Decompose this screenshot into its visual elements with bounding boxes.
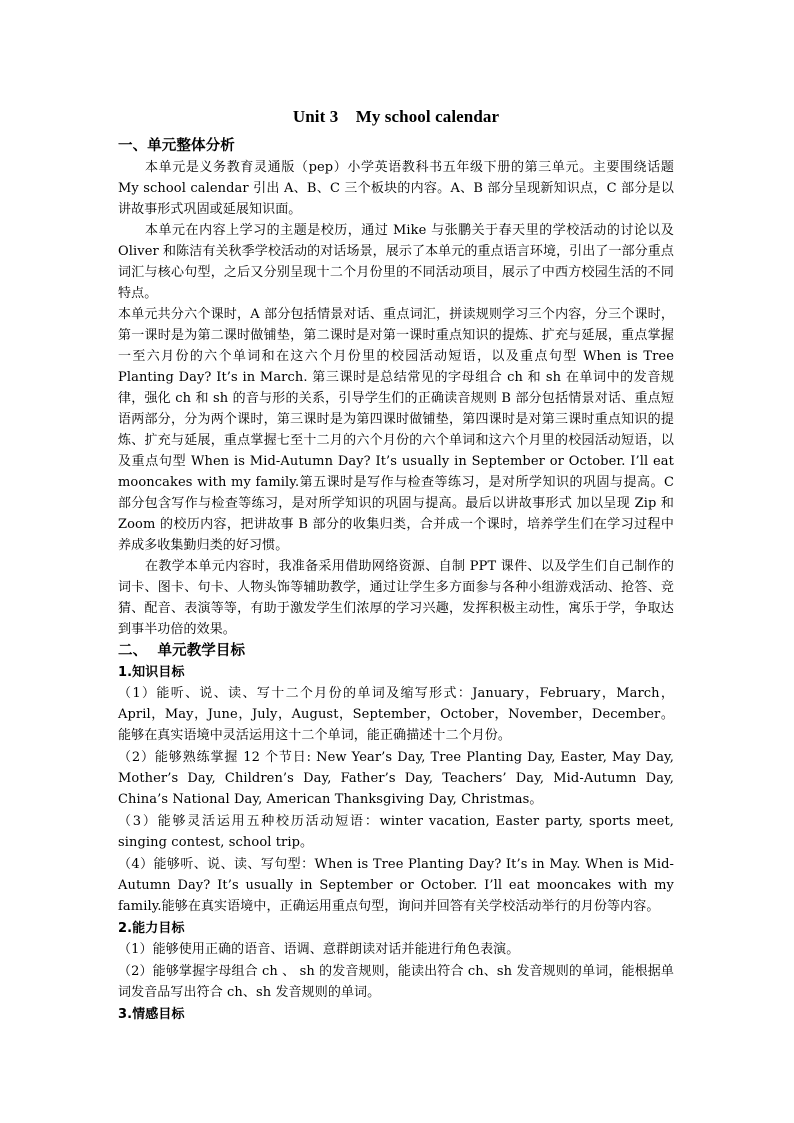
objective-item: （4）能够听、说、读、写句型：When is Tree Planting Day? It’s in May. When is Mid-Autumn Day? It’s usually in September or October. I’ll eat mooncakes with my family.能够在真实语境中，正确运用重点句型，询问并回答有关学校活动举行的月份等内容。 [118,857,674,914]
analysis-paragraph: 在教学本单元内容时，我准备采用借助网络资源、自制 PPT 课件、以及学生们自己制作的词卡、图卡、句卡、人物头饰等辅助教学，通过让学生多方面参与各种小组游戏活动、抢答、竞猜、配音、表演等等，有助于激发学生们浓厚的学习兴趣，发挥积极主动性，寓乐于学，争取达到事半功倍的效果。 [118,559,674,637]
document-page [118,106,674,1025]
section-heading-analysis: 一、单元整体分析 [118,138,235,154]
document-title: Unit 3 My school calendar [292,107,500,126]
subsection-heading-emotion: 3.情感目标 [118,1007,185,1022]
objective-item: （2）能够熟练掌握 12 个节日: New Year’s Day, Tree Planting Day, Easter, May Day, Mother’s Day, Children’s Day, Father’s Day, Teachers’ Day, Mid-Autumn Day, China’s National Day, American Thanksgiving Day, Christmas。 [118,750,674,807]
objective-item: （1）能听、说、读、写十二个月份的单词及缩写形式：January，February，March，April，May，June，July，August，September，October，November，December。能够在真实语境中灵活运用这十二个单词，能正确描述十二个月份。 [118,686,674,743]
objective-item: （1）能够使用正确的语音、语调、意群朗读对话并能进行角色表演。 [118,942,520,957]
analysis-paragraph: 本单元在内容上学习的主题是校历，通过 Mike 与张鹏关于春天里的学校活动的讨论以及 Oliver 和陈洁有关秋季学校活动的对话场景，展示了本单元的重点语言环境，引出了一部分重点词汇与核心句型，之后又分别呈现十二个月份里的不同活动项目，展示了中西方校园生活的不同特点。 [118,223,674,301]
analysis-paragraph: 本单元共分六个课时，A 部分包括情景对话、重点词汇，拼读规则学习三个内容，分三个课时，第一课时是为第二课时做铺垫，第二课时是对第一课时重点知识的提炼、扩充与延展，重点掌握一至六月份的六个单词和在这六个月份里的校园活动短语，以及重点句型 When is Tree Planting Day? It’s in March. 第三课时是总结常见的字母组合 ch 和 sh 在单词中的发音规律，强化 ch 和 sh 的音与形的关系，引导学生们的正确读音规则 B 部分包括情景对话、重点短语两部分，分为两个课时，第三课时是为第四课时做铺垫，第四课时是对第三课时重点知识的提炼、扩充与延展，重点掌握七至十二月的六个月份的六个单词和这六个月里的校园活动短语，以及重点句型 When is Mid-Autumn Day? It’s usually in September or October. I’ll eat mooncakes with my family.第五课时是写作与检查等练习，是对所学知识的巩固与提高。C 部分包含写作与检查等练习，是对所学知识的巩固与提高。最后以讲故事形式 加以呈现 Zip 和 Zoom 的校历内容，把讲故事 B 部分的收集归类，合并成一个课时，培养学生们在学习过程中养成多收集勤归类的好习惯。 [118,307,674,553]
objective-item: （2）能够掌握字母组合 ch 、 sh 的发音规则，能读出符合 ch、sh 发音规则的单词，能根据单词发音品写出符合 ch、sh 发音规则的单词。 [118,964,674,1000]
objective-item: （3）能够灵活运用五种校历活动短语：winter vacation, Easter party, sports meet, singing contest, school trip。 [118,814,674,850]
section-heading-objectives: 二、 单元教学目标 [118,643,246,659]
subsection-heading-ability: 2.能力目标 [118,921,185,936]
analysis-paragraph: 本单元是义务教育灵通版（pep）小学英语教科书五年级下册的第三单元。主要围绕话题 My school calendar 引出 A、B、C 三个板块的内容。A、B 部分呈现新知识点，C 部分是以讲故事形式巩固或延展知识面。 [118,160,674,217]
subsection-heading-knowledge: 1.知识目标 [118,665,185,680]
